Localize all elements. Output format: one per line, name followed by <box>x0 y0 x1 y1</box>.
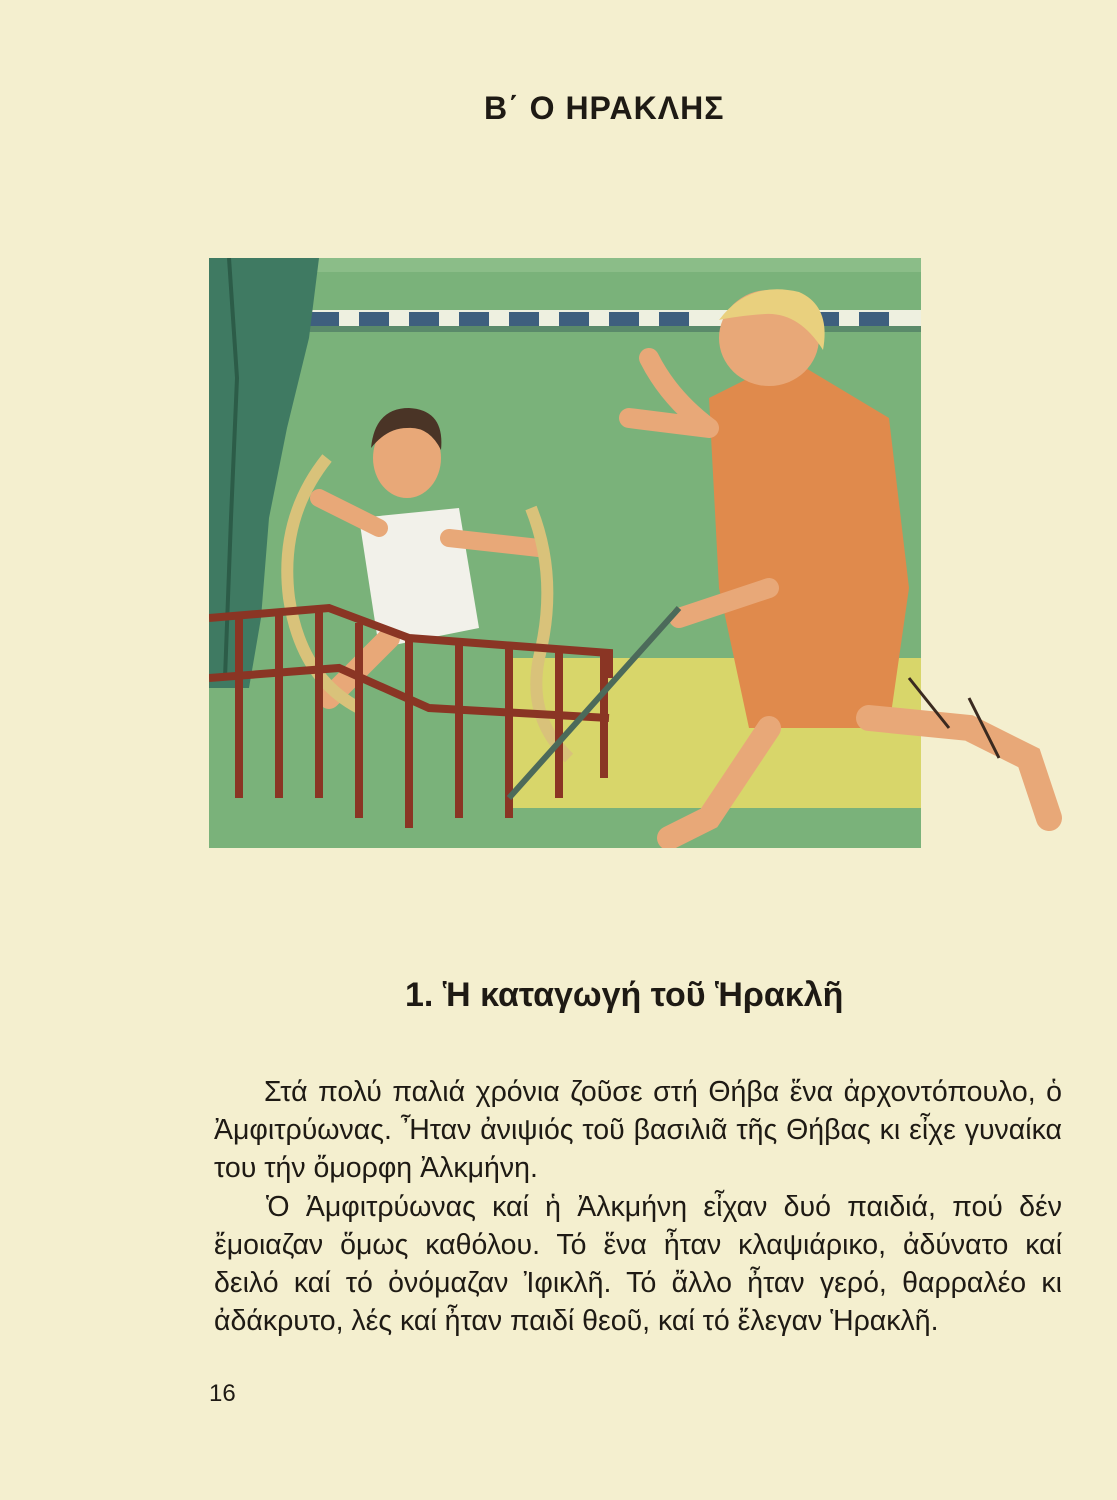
infant-heracles-illustration <box>209 258 1069 848</box>
paragraph-2: Ὁ Ἀμφιτρύωνας καί ἡ Ἀλκμήνη εἶχαν δυό παιδιά, πού δέν ἔμοιαζαν ὅμως καθόλου. Τό ἕνα ἦταν κλαψιάρικο, ἀδύνατο καί δειλό καί τό ὀνόμαζαν Ἰφικλῆ. Τό ἄλλο ἦταν γερό, θαρραλέο κι ἀδάκρυτο, λές καί ἦταν παιδί θεοῦ, καί τό ἔλεγαν Ἡρακλῆ. <box>214 1190 1062 1338</box>
body-text <box>214 1073 1062 1340</box>
paragraph-1: Στά πολύ παλιά χρόνια ζοῦσε στή Θήβα ἕνα ἀρχοντόπουλο, ὁ Ἀμφιτρύωνας. Ἦταν ἀνιψιός τοῦ βασιλιᾶ τῆς Θήβας κι εἶχε γυναίκα του τήν ὄμορφη Ἀλκμήνη. <box>214 1076 1062 1185</box>
section-heading: 1. Ἡ καταγωγή τοῦ Ἡρακλῆ <box>405 976 844 1014</box>
chapter-title: Β΄ Ο ΗΡΑΚΛΗΣ <box>484 90 725 126</box>
page-number: 16 <box>209 1380 236 1407</box>
